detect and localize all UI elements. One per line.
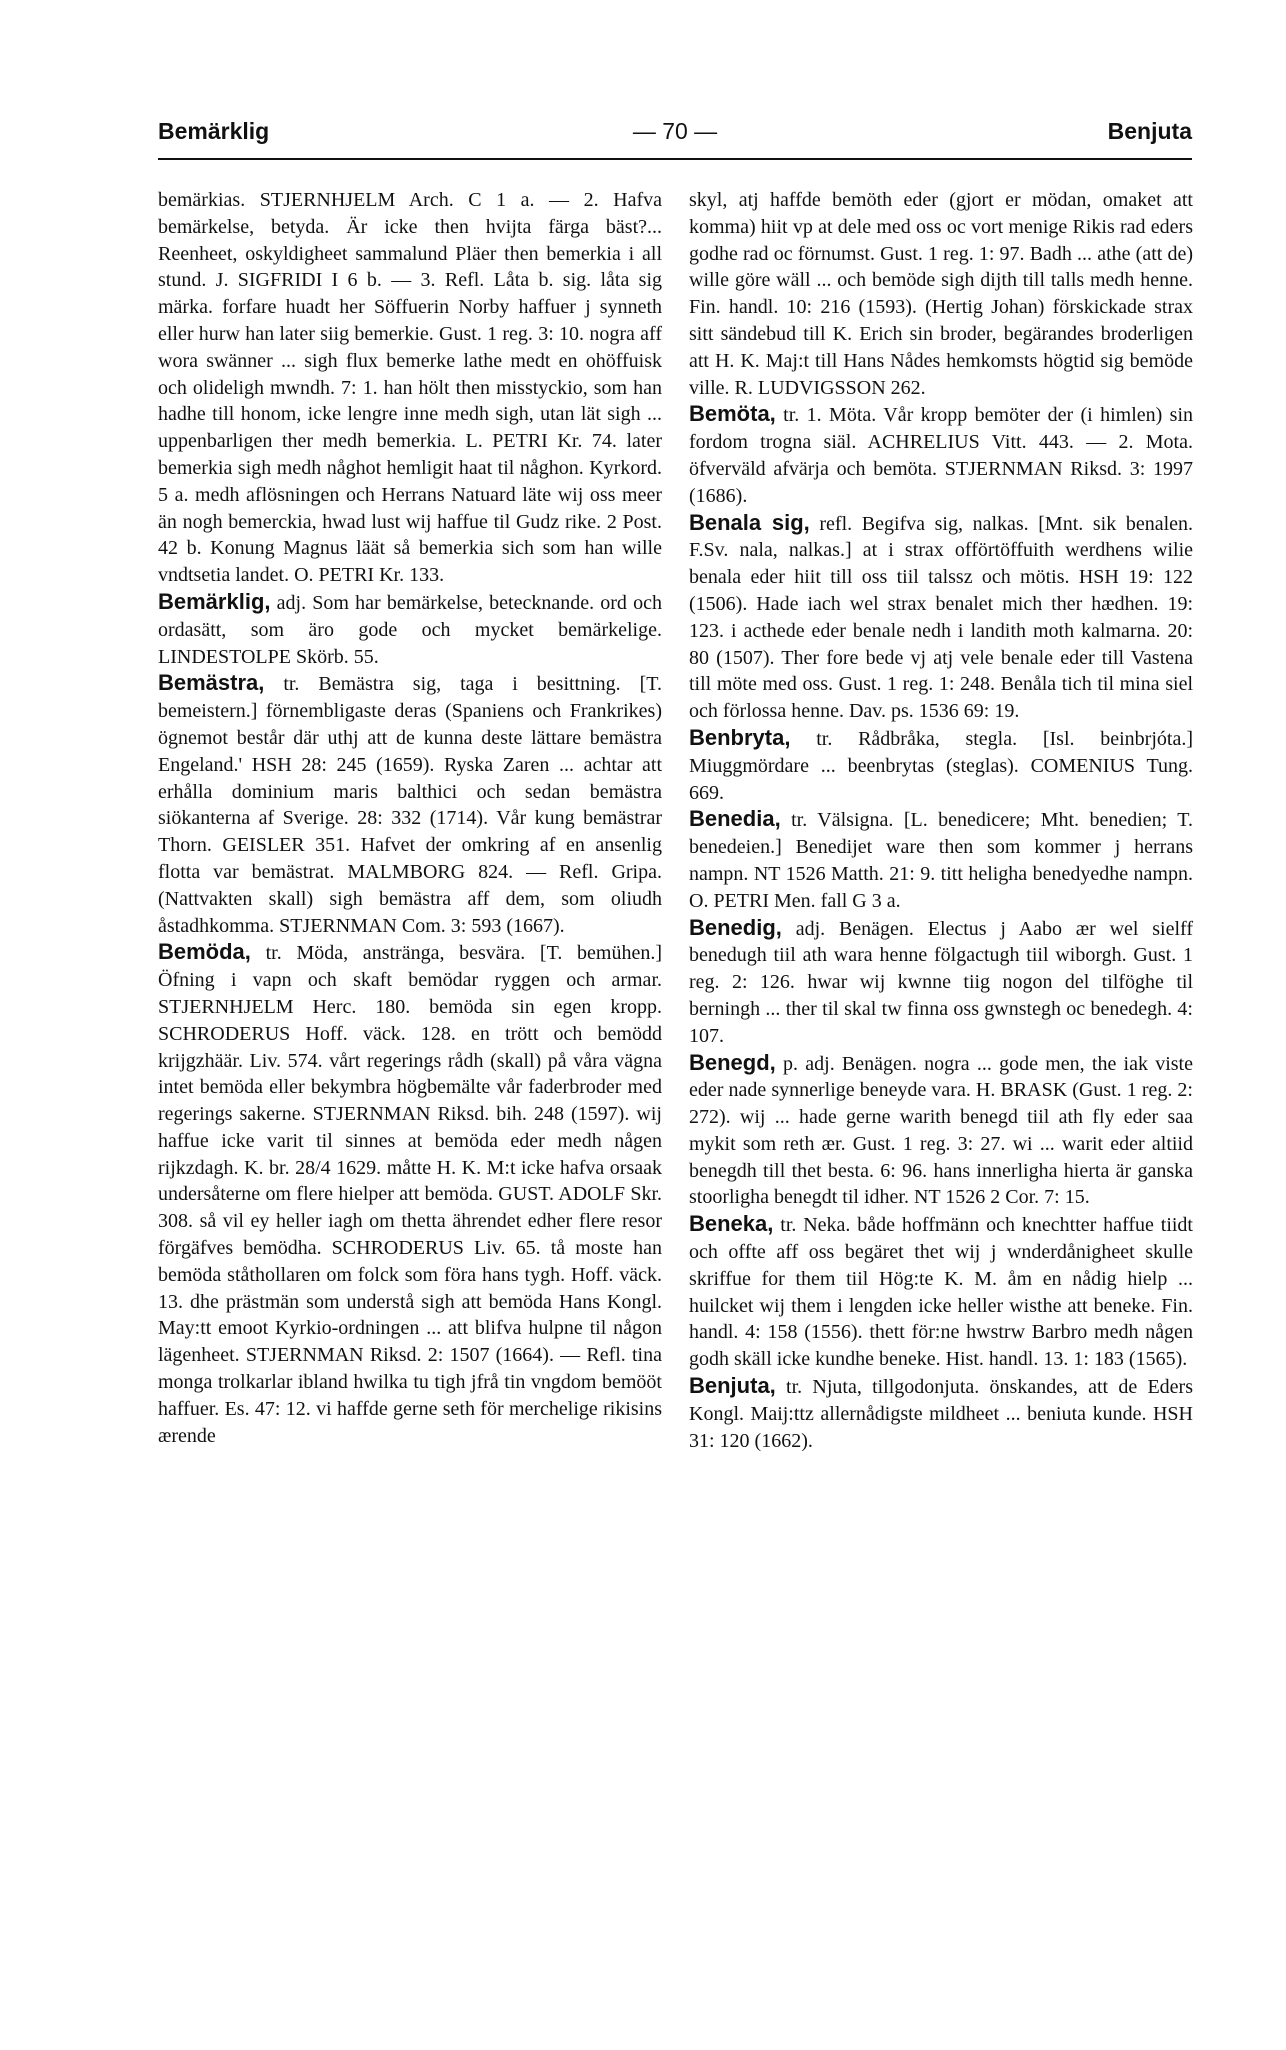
entry-headword: Benegd, bbox=[689, 1049, 776, 1075]
entry-headword: Bemöta, bbox=[689, 401, 776, 427]
entry-body: tr. Välsigna. [L. benedicere; Mht. benedien; T. benedeien.] Benedijet ware then som kommer j herrans nampn. NT 1526 Matth. 21: 9. titt heligha benedyedhe nampn. O. PETRI Men. fall G 3 a. bbox=[689, 809, 1193, 912]
running-header bbox=[158, 118, 1192, 154]
entry-headword: Beneka, bbox=[689, 1211, 774, 1237]
header-first-headword: Bemärklig bbox=[158, 118, 270, 144]
entry-body: tr. Bemästra sig, taga i besittning. [T. bemeistern.] förnembligaste deras (Spaniens och Frankrikes) ögnemot består där uthj att de kunna deste lättare bemästra Engeland.' HSH 28: 245 (1659). Ryska Zaren ... achtar att erhålla dominium maris balthici och sedan bemästra siökanterna af Sverige. 28: 332 (1714). Vår kung bemästrar Thorn. GEISLER 351. Hafvet der omkring af en ansenlig flotta var bemästrat. MALMBORG 824. — Refl. Gripa. (Nattvakten skall) sigh bemästra aff dem, som oliudh åstadhkomma. STJERNMAN Com. 3: 593 (1667). bbox=[158, 673, 662, 937]
right-column bbox=[689, 186, 1193, 1454]
entry bbox=[689, 186, 1193, 401]
entry bbox=[158, 186, 662, 589]
header-rule bbox=[158, 158, 1192, 160]
entry-body: tr. Neka. både hoffmänn och knechtter haffue tiidt och offte aff oss begäret thet wij j wnderdånigheet skulle skriffue for them tiil Hög:te K. M. åm en nådig hielp ... huilcket wij them i lengden icke heller wisthe att beneke. Fin. handl. 4: 158 (1556). thett för:ne hwstrw Barbro medh någen godh skäll icke kundhe beneke. Hist. handl. 13. 1: 183 (1565). bbox=[689, 1214, 1193, 1371]
entry-headword: Benjuta, bbox=[689, 1373, 776, 1399]
entry bbox=[158, 589, 662, 670]
left-column bbox=[158, 186, 662, 1449]
entry bbox=[689, 401, 1193, 509]
entry bbox=[158, 670, 662, 939]
entry-body: bemärkias. STJERNHJELM Arch. C 1 a. — 2. Hafva bemärkelse, betyda. Är icke then hvijta färga bäst?... Reenheet, oskyldigheet sammalund Pläer then bemerkia i all stund. J. SIGFRIDI I 6 b. — 3. Refl. Låta b. sig. låta sig märka. forfare huadt her Söffuerin Norby haffuer j synneth eller hurw han later siig bemerkie. Gust. 1 reg. 3: 10. nogra aff wora swänner ... sigh flux bemerke lathe medt en ohöffuisk och olideligh mwndh. 7: 1. han hölt then misstyckio, som han hadhe till honom, icke lengre inne medh sigh, utan lät sigh ... uppenbarligen ther medh bemerkia. L. PETRI Kr. 74. later bemerkia sigh medh någhot hemligit haat til någhon. Kyrkord. 5 a. medh aflösningen och Herrans Natuard läte wij oss meer än nogh bemerckia, hwad lust wij haffue til Gudz rike. 2 Post. 42 b. Konung Magnus läät så bemerkia sich som han wille vndtsetia landet. O. PETRI Kr. 133. bbox=[158, 189, 662, 587]
entry-headword: Benbryta, bbox=[689, 724, 791, 750]
entry-body: tr. Möda, anstränga, besvära. [T. bemühen.] Öfning i vapn och skaft bemödar ryggen och armar. STJERNHJELM Herc. 180. bemöda sin egen kropp. SCHRODERUS Hoff. väck. 128. en trött och bemödd krijgzhäär. Liv. 574. vårt regerings rådh (skall) på våra vägna intet bemöda eller bekymbra högbemälte vår faderbroder med regerings sakerne. STJERNMAN Riksd. bih. 248 (1597). wij haffue icke varit til sinnes at bemöda eder medh någen rijkzdagh. K. br. 28/4 1629. måtte H. K. M:t icke hafva orsaak undersåterne om flere hielper att bemöda. GUST. ADOLF Skr. 308. så vil ey heller iagh om thetta ährendet edher flere resor förgäfves bemödha. SCHRODERUS Liv. 65. tå moste han bemöda ståthollaren om folck som föra hans tygh. Hoff. väck. 13. dhe prästmän som understå sigh att bemöda Hans Kongl. May:tt emoot Kyrkio-ordningen ... att blifva hulpne til någon lägenheet. STJERNMAN Riksd. 2: 1507 (1664). — Refl. tina monga trolkarlar ibland hwilka tu tigh jfrå tin vngdom bemööt haffuer. Es. 47: 12. vi haffde gerne seth för merchelige rikisins ærende bbox=[158, 942, 662, 1447]
entry-headword: Bemärklig, bbox=[158, 588, 271, 614]
entry-body: adj. Som har bemärkelse, betecknande. ord och ordasätt, som äro gode och mycket bemärkelige. LINDESTOLPE Skörb. 55. bbox=[158, 591, 662, 668]
entry bbox=[689, 806, 1193, 914]
entry-headword: Benedig, bbox=[689, 914, 782, 940]
entry-body: adj. Benägen. Electus j Aabo ær wel sielff benedugh tiil ath wara henne fölgactugh tiil wiborgh. Gust. 1 reg. 2: 126. hwar wij kwnne tiig nogon del tilföghe til berningh ... ther til skal tw finna oss gwnstegh oc benedegh. 4: 107. bbox=[689, 917, 1193, 1047]
entry-body: tr. Rådbråka, stegla. [Isl. beinbrjóta.] Miuggmördare ... beenbrytas (steglas). COMENIUS Tung. 669. bbox=[689, 727, 1193, 804]
entry bbox=[689, 915, 1193, 1050]
entry bbox=[689, 510, 1193, 725]
entry bbox=[689, 1211, 1193, 1373]
entry-body: skyl, atj haffde bemöth eder (gjort er mödan, omaket att komma) hiit vp at dele med oss oc vort menige Rikis rad eders godhe rad oc förnumst. Gust. 1 reg. 1: 97. Badh ... athe (att de) wille göre wäll ... och bemöde sigh dijth till talls medh henne. Fin. handl. 10: 216 (1593). (Hertig Johan) förskickade strax sitt sändebud till K. Erich sin broder, begärandes broderligen att H. K. Maj:t till Hans Nådes hemkomsts högtid sig bemöde ville. R. LUDVIGSSON 262. bbox=[689, 189, 1193, 399]
entry bbox=[689, 1050, 1193, 1212]
entry bbox=[158, 939, 662, 1449]
entry-headword: Bemästra, bbox=[158, 670, 265, 696]
entry-headword: Benedia, bbox=[689, 806, 781, 832]
entry bbox=[689, 725, 1193, 806]
entry-body: p. adj. Benägen. nogra ... gode men, the iak viste eder nade synnerlige beneyde vara. H. BRASK (Gust. 1 reg. 2: 272). wij ... hade gerne warith benegd tiil ath fly eder saa mykit som reth ær. Gust. 1 reg. 3: 27. wi ... warit eder altiid benegdh till thet besta. 6: 96. hans innerligha hierta är ganska stoorligha benegdt til idher. NT 1526 2 Cor. 7: 15. bbox=[689, 1052, 1193, 1209]
entry-body: tr. Njuta, tillgodonjuta. önskandes, att de Eders Kongl. Maij:ttz allernådigste mildheet ... beniuta kunde. HSH 31: 120 (1662). bbox=[689, 1376, 1193, 1452]
header-last-headword: Benjuta bbox=[1107, 118, 1192, 144]
entry bbox=[689, 1373, 1193, 1454]
entry-body: refl. Begifva sig, nalkas. [Mnt. sik benalen. F.Sv. nala, nalkas.] at i strax offörtöffuith werdhens wilie benala eder hiit till oss tiil talssz och mötis. HSH 19: 122 (1506). Hade iach wel strax benalet mich ther hædhen. 19: 123. i acthede eder benale nedh i landith moth kalmarna. 20: 80 (1507). Ther fore bede vj atj vele benale eder till Vastena till möte med oss. Gust. 1 reg. 1: 248. Benåla tich til mina siel och förlossa henne. Dav. ps. 1536 69: 19. bbox=[689, 512, 1194, 723]
entry-headword: Benala sig, bbox=[689, 509, 810, 535]
page-number: — 70 — bbox=[632, 118, 718, 144]
entry-body: tr. 1. Möta. Vår kropp bemöter der (i himlen) sin fordom trogna siäl. ACHRELIUS Vitt. 443. — 2. Mota. öfverväld afvärja och bemöta. STJERNMAN Riksd. 3: 1997 (1686). bbox=[689, 404, 1193, 507]
entry-headword: Bemöda, bbox=[158, 939, 251, 965]
